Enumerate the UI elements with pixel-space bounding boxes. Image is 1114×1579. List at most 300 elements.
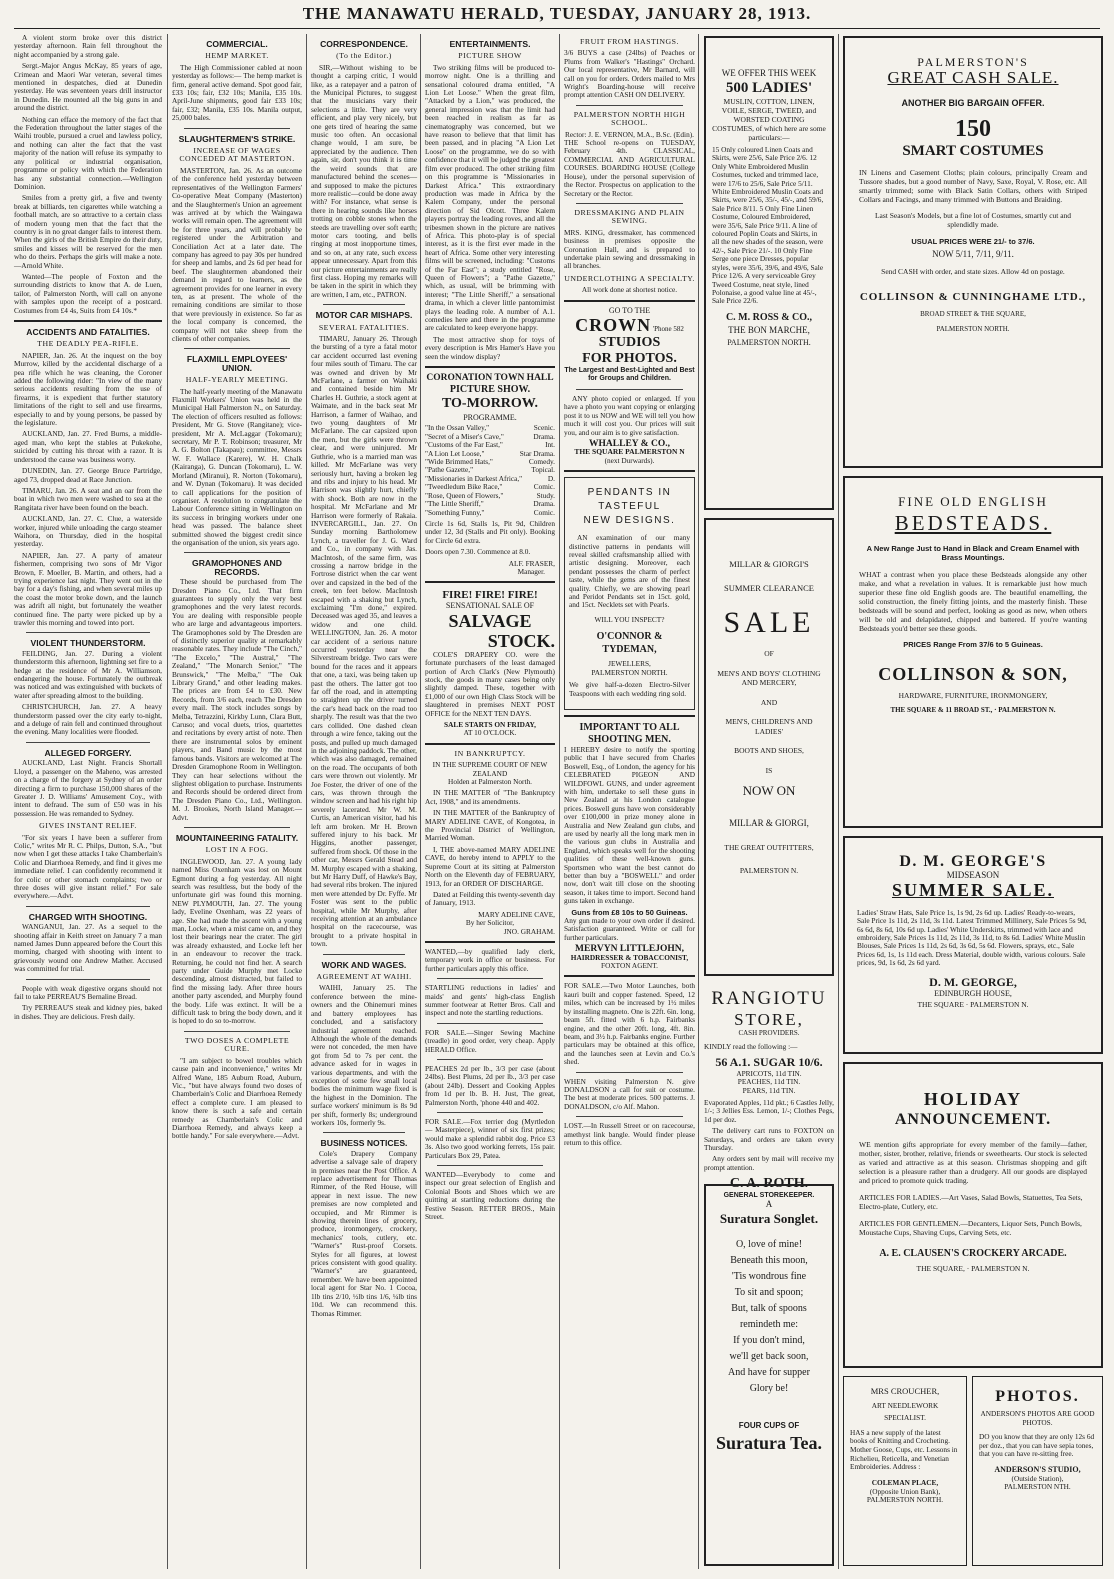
article-napier-2: NAPIER, Jan. 27. A party of amateur fishermen, comprising two sons of Mr Vigor Brown, F. Moeller, B. Martin, and others, had a trying experience last night. They went out in the bay for a day's fishing, and when several miles up the coast the motor broke down, and the launch was adrift all night, but fortunately the weather continued fine. The party were picked up by a trawler this morning and towed into port.	[14, 550, 162, 627]
article-auckland: AUCKLAND, Jan. 27. Fred Burns, a middle-aged man, who kept the stables at Pukekohe, suicided by cutting his throat with a razor. It is understood the cause was business worry.	[14, 429, 162, 464]
offer-1: WE OFFER THIS WEEK	[721, 68, 817, 78]
is: IS	[765, 765, 773, 775]
singer: FOR SALE.—Singer Sewing Machine (treadle) in good order, very cheap. Apply HERALD Office.	[425, 1027, 555, 1054]
crown-title: CROWN	[575, 314, 652, 335]
subhead-half-yearly: HALF-YEARLY MEETING.	[185, 375, 289, 385]
headline-shooting: CHARGED WITH SHOOTING.	[28, 911, 148, 922]
apricots: APRICOTS, 11d TIN.	[736, 1068, 802, 1078]
article-slaughtermen: MASTERTON, Jan. 26. As an outcome of the conference held yesterday between representatives of the Wellington Farmers' Co-operative Meat Company (Masterton) and the Slaughtermen's Union an agreement was arrived at by which the Waingawa works will remain open. The agreement will be for three years, and will probably be registered under the Arbitration and Conciliation Act at a later date. The company has agreed to pay 30s per hundred for sheep and lambs, and 2s 6d per head for beef. The slaughtermen abandoned their demand in regard to learners, as the agreement provides for one learner in every ten, as at present. The whole of the remaining conditions are similar to those that were previously in existence. So far as the local company is concerned, the company will not take sheep from the clients of other companies.	[172, 165, 302, 343]
rector: Rector: J. E. VERNON, M.A., B.Sc. (Edin).	[565, 129, 694, 139]
offer-items: 15 Only coloured Linen Coats and Skirts, were 25/6, Sale Price 2/6. 12 Only White Embroidered Muslin Costumes, tucked and trimmed lace, were 17/6 to 25/6, Sale Price 5/11. White Embroidered Muslin Coats and Skirts, were 25/6, 35/-, 45/-, and 59/6, Sale Price 8/11. 5 Only Fine Linen Costume, Coloured Embroidered, were 35/6, Sale Price 9/11. A line of coloured Poplin Coats and Skirts, in all the new shades of the season, were 42/-, Sale Price 21/-. 10 Only Fine Serge one piece Dresses, popular styles, were 35/6, 39/6, and 49/6, Sale Price 12/6. A very serviceable Grey Tweed Costume, neat style, lined Polonaise, a good value line at 45/-, Sale Price 22/6.	[712, 145, 824, 306]
article-tailor: Wanted—The people of Foxton and the surrounding districts to know that A. de Luen, tailor, of Palmerston North, will call on anyone with samples upon the receipt of a postcard. Costumes from £4 4s, Suits from £4 10s.*	[14, 271, 162, 315]
lost: LOST.—In Russell Street or on racecourse, amethyst link bangle. Would finder please return to this office.	[564, 1121, 695, 1147]
smart-costumes: SMART COSTUMES	[902, 143, 1044, 159]
bankruptcy-solicitor: By her Solicitor,	[465, 918, 515, 928]
article-timaru: TIMARU, Jan. 26. A seat and an oar from the boat in which two men were washed to sea at the Rangitata river have been found on the beach.	[14, 485, 162, 512]
pendants-1: PENDANTS IN	[587, 487, 672, 499]
bankruptcy-dated: Dated at Feilding this twenty-seventh day of January, 1913.	[425, 889, 555, 908]
george-square: THE SQUARE · PALMERSTON N.	[917, 1000, 1029, 1010]
verse-line: we'll get back soon,	[729, 1351, 809, 1362]
boots: BOOTS AND SHOES,	[734, 746, 804, 755]
children: MEN'S, CHILDREN'S AND LADIES'	[725, 717, 813, 736]
clausen: A. E. CLAUSEN'S CROCKERY ARCADE.	[879, 1247, 1067, 1259]
article-waihi: WAIHI, January 25. The conference between the mine-owners and the Ohinemuri mines and battery employees has concluded, and a satisfactory industrial agreement reached. Although the whole of the demands were not conceded, the men have got from 5d to 7s per cent. the advance asked for in wages in various departments, and with the exception of some few small local bodies the minimum wage fixed is the highest in the Dominion. The surface workers' minimum is 8s 9d per shift, formerly 8s; underground workers 10s, formerly 9s.	[311, 983, 417, 1127]
ad-rangiotu	[704, 984, 834, 1200]
croucher: MRS CROUCHER,	[870, 1386, 940, 1396]
divider	[14, 320, 162, 322]
ross-pn: PALMERSTON NORTH.	[727, 337, 811, 347]
broad-street: BROAD STREET & THE SQUARE,	[920, 309, 1026, 318]
costume-text: IN Linens and Casement Cloths; plain colours, principally Cream and Tussore shades, but a good number of Navy, Saxe, Royal, V. Rose, etc. All smartly trimmed; some with Black Satin Collars, others with Striped Collars and Facings, and many trimmed with Buttons and Braiding.	[859, 167, 1087, 204]
of: OF	[764, 649, 774, 658]
verse-line: And have for supper	[728, 1367, 810, 1378]
headline-work: WORK AND WAGES.	[321, 959, 407, 970]
programme-genre: Scenic.	[533, 423, 555, 433]
salvage-title: SALVAGE	[448, 610, 532, 631]
divider	[425, 366, 555, 368]
subhead-fatalities: SEVERAL FATALITIES.	[318, 322, 410, 332]
headline-accidents: ACCIDENTS AND FATALITIES.	[26, 327, 150, 337]
george-title: D. M. GEORGE'S	[899, 853, 1047, 870]
headline-flaxmill: FLAXMILL EMPLOYEES' UNION.	[186, 354, 288, 373]
headline-slaughtermen: SLAUGHTERMEN'S STRIKE.	[178, 133, 296, 144]
great-cash-title: GREAT CASH SALE.	[887, 68, 1059, 87]
launches: FOR SALE.—Two Motor Launches, both kauri built and copper fastened. Speed, 12 miles, which can be increased by 1½ miles by installing magneto. One is 22ft. 6in. long, beam 5ft. fitted with 6 h.p. Fairbanks engine, and the other 20ft. long, 4ft. 8in. beam, and 3½ h.p. Fairbanks engine. Further particulars may be obtained at this office, and the launches seen at Levin and Co.'s shed.	[564, 981, 695, 1067]
article-forgery: AUCKLAND, Last Night. Francis Shortall Lloyd, a passenger on the Maheno, was arrested on a charge of the forgery at Sydney of an order directing a firm to purchase 150,000 shares of the Greater J. D. Williams' Amusement Coy., with intent to defraud. The sum of £50 was in his possession. He was remanded to Sydney.	[14, 758, 162, 818]
ad-pendants	[564, 477, 695, 710]
now-on: NOW ON	[742, 783, 796, 798]
mens: MEN'S AND BOYS' CLOTHING AND MERCERY,	[717, 668, 821, 687]
verse-line: If you don't mind,	[733, 1335, 805, 1346]
divider	[576, 203, 683, 204]
subhead-waihi: AGREEMENT AT WAIHI.	[316, 972, 412, 982]
announcement: ANNOUNCEMENT.	[894, 1111, 1052, 1128]
article-smiles: Smiles from a pretty girl, a five and twenty break at billiards, ten cigarettes while watching a football match, are so attractive to a certain class of modern young men that the fact that the country is in no great danger fails to interest them. When the girls of the British Empire do their duty, smiles and kisses will be reserved for the men who do theirs. Perhaps the girls will make a note.—Arnold White.	[14, 193, 162, 270]
store: STORE,	[734, 1010, 804, 1029]
divider	[425, 581, 555, 583]
under-title: UNDERCLOTHING A SPECIALTY.	[564, 273, 695, 283]
clausen-address: THE SQUARE, · PALMERSTON N.	[916, 1263, 1030, 1273]
divider	[437, 1059, 543, 1060]
headline-motor: MOTOR CAR MISHAPS.	[315, 310, 413, 321]
startling: STARTLING reductions in ladies' and maids' and gents' high-class English summer footwear at Retter Bros. Call and inspect and note the startling reductions.	[425, 983, 555, 1018]
whalley: WHALLEY & CO.,	[589, 439, 670, 449]
programme-genre: Drama.	[533, 499, 555, 509]
programme-genre: Comic.	[533, 507, 555, 517]
divider	[437, 1023, 543, 1024]
ad-croucher	[843, 1376, 967, 1566]
column-rule	[838, 34, 839, 1569]
verse-line: But, talk of spoons	[731, 1303, 807, 1314]
article-relief: "For six years I have been a sufferer from Colic," writes Mr R. C. Philps, Dutton, S.A., "but now when I get these attacks I take Chamberlain's Colic and Diarrhoea Remedy, and find it gives me immediate relief. I can confidently recommend it for colic or other stomach complaints; two or three doses will give instant relief." For sale everywhere.—Advt.	[14, 832, 162, 901]
fruit-title: FRUIT FROM HASTINGS.	[580, 37, 679, 46]
article-hamer: The most attractive shop for toys of every description is Mrs Hamer's Have you seen the window display?	[425, 334, 555, 361]
headline-mountaineering: MOUNTAINEERING FATALITY.	[175, 832, 299, 843]
ross: C. M. ROSS & CO.,	[725, 311, 813, 323]
bedsteads-title: BEDSTEADS.	[894, 511, 1052, 535]
cash-providers: CASH PROVIDERS.	[738, 1029, 800, 1037]
article-feilding: FEILDING, Jan. 27. During a violent thunderstorm this afternoon, lightning set fire to a hedge at the residence of Mr A. Williamson, endangering the house. Fortunately the outbreak was noticed and was extinguished with buckets of water after spreading almost to the building.	[14, 648, 162, 700]
wanted-clerk: WANTED,—by qualified lady clerk, temporary work in office or business. For further particulars apply this office.	[425, 946, 555, 973]
bankruptcy-title: IN BANKRUPTCY.	[454, 748, 526, 758]
headline-commercial: COMMERCIAL.	[206, 39, 268, 49]
collinson-son: COLLINSON & SON,	[878, 664, 1068, 684]
pendants-2: TASTEFUL	[598, 501, 661, 513]
programme-genre: Comic.	[533, 482, 555, 492]
ad-millar	[704, 518, 834, 976]
hairdresser: HAIRDRESSER & TOBACCONIST,	[570, 952, 689, 962]
dm-george: D. M. GEORGE,	[929, 974, 1017, 989]
ladies-articles: ARTICLES FOR LADIES.—Art Vases, Salad Bowls, Statuettes, Tea Sets, Electro-plate, Cutlery, etc.	[859, 1193, 1083, 1211]
suratura-tea: Suratura Tea.	[715, 1433, 823, 1453]
article-business: Cole's Drapery Company advertise a salvage sale of drapery in premises near the Post Office. A replace advertisement for Thomas Rimmer, of the Red House, will appear in next issue. The new premises are now completed and occupied, and Mr Rimmer is showing therein lines of grocery, produce, ironmongery, crockery, mechanics' tools, cutlery, etc. "Warner's" Rust-proof Corsets. Styles for all figures, at lowest prices consistent with good quality. "Warner's" are guaranteed, remember. We have been appointed local agent for Star No. 1 Cocoa, 1lb tins 2/10, ½lb tins 1/6, ¼lb tins 10d. We can recommend this. Thomas Rimmer.	[311, 1148, 417, 1318]
bon-marche: THE BON MARCHE,	[728, 325, 810, 336]
send-cash: Send CASH with order, and state sizes. Allow 4d on postage.	[881, 266, 1065, 276]
divider	[323, 954, 405, 955]
specialist: SPECIALIST.	[884, 1413, 926, 1423]
ad-ross	[704, 36, 834, 510]
divider	[425, 941, 555, 943]
subhead-fog: LOST IN A FOG.	[205, 845, 269, 855]
storekeeper: GENERAL STOREKEEPER.	[723, 1192, 815, 1200]
programme-genre: Star Drama.	[519, 448, 555, 458]
any-gun: Any gun made to your own order if desired. Satisfaction guaranteed. Write or call for further particulars.	[564, 916, 695, 942]
another: ANOTHER BIG BARGAIN OFFER.	[901, 98, 1045, 108]
summer-clearance: SUMMER CLEARANCE	[724, 582, 814, 593]
divider	[576, 1116, 683, 1117]
oconnor: O'CONNOR &	[596, 631, 663, 643]
kindly: KINDLY read the following :—	[704, 1042, 798, 1052]
programme-film: "Something Funny,"	[425, 507, 485, 517]
divider	[564, 470, 695, 472]
needlework: ART NEEDLEWORK	[871, 1400, 939, 1410]
divider	[425, 743, 555, 745]
divider	[26, 632, 150, 633]
article-flaxmill: The half-yearly meeting of the Manawatu Flaxmill Workers' Union was held in the Municipal Hall Palmerston N., on Saturday. The election of officers resulted as follows: President, Mr G. Stove (Rangitane); vice-president, Mr A. McLaggar (Tokomaru); secretary, Mr P. T. Robinson; treasurer, Mr A. G. Bolton (Takapau); committee, Messrs W. F. Wallace (Karere), W. H. Chalk (Kairanga), G. Duncan (Tokomaru), L. W. Morland (Miranui), R. Norton (Tokomaru), and W. Dynan (Tokomaru). It was decided to call applications for the position of organiser. A resolution to congratulate the Labour Conference sitting in Wellington on its success in bringing workers under one head was passed. The balance sheet submitted showed the biggest credit since the organisation of the union, six years ago.	[172, 386, 302, 547]
ad-crown	[564, 307, 695, 466]
pears: PEARS, 11d TIN.	[742, 1085, 796, 1095]
programme-list	[425, 424, 555, 516]
offer-2: 500 LADIES'	[725, 80, 813, 96]
foxton: FOXTON AGENT.	[601, 961, 658, 971]
palmerstons: PALMERSTON'S	[917, 55, 1029, 69]
sugar: 56 A.1. SUGAR 10/6.	[715, 1054, 823, 1069]
croucher-pn: PALMERSTON NORTH.	[866, 1495, 944, 1505]
bedsteads-text: WHAT a contrast when you place these Bedsteads alongside any other make, and what a revelation in values. It is remarkable just how much superior these fine old English goods are. The beautiful enamelling, the solid construction, the finely fitting joints, and the masterly finish. These bedsteads will be sound and perfect, looking as good as new, when others will be old and delapidated, chipped and battered. If you're wanting Bedsteads you'd better see these goods.	[859, 569, 1087, 633]
and: AND	[760, 697, 778, 707]
anderson-text: DO you know that they are only 12s 6d per doz., that you can have sepia tones, that you can have re-sitting free.	[979, 1432, 1095, 1459]
sale-title: SALE	[723, 606, 815, 639]
salvage-sub: SENSATIONAL SALE OF	[445, 601, 535, 611]
programme-genre: Int.	[545, 440, 555, 450]
programme-film: "Missionaries in Darkest Africa,"	[425, 473, 523, 483]
ad-suratura	[704, 1184, 834, 1566]
ad-george	[843, 836, 1103, 1054]
four-cups: FOUR CUPS OF	[738, 1421, 800, 1430]
court-2: Holden at Palmerston North.	[448, 777, 532, 787]
bankruptcy-mary: MARY ADELINE CAVE,	[478, 909, 555, 919]
bankruptcy-1: IN THE MATTER of "The Bankruptcy Act, 1908," and its amendments.	[425, 788, 555, 806]
programme-film: "Wide Brimmed Hats,"	[425, 457, 493, 467]
divider	[437, 978, 543, 979]
article-motor: TIMARU, January 26. Through the bursting of a tyre a fatal motor car accident occurred last evening four miles south of Timaru. The car was owned and driven by Mr McFarlane, a farmer on Waihaki and contained beside him Mr Charles H. Guthrie, a stock agent at Waimate, and in the back seat Mr Harrison, a farmer of Waihao, and two young daughters of Mr McFarlane. The car capsized upon the men, but the girls were thrown clear, and were uninjured. Mr Guthrie, who is a married man was killed. Mr McFarlane was very seriously hurt, having a broken leg and ribs and injury to his head. Mr Harrison was slightly hurt, chiefly with shock. Both are now in the hospital. Mr McFarlane and Mr Harrison were formerly of Rakaia. INVERCARGILL, Jan. 27. On Sunday morning Bartholomew Lynch, a traveller for J. G. Ward and Co., in company with Jas. MacIntosh, of the same firm, was crossing a narrow bridge in the Fortrose district when the car went over and capsized in the bed of the creek, ten feet below. MacIntosh escaped with a shaking but Lynch, exclaiming "I'm done," expired. Deceased was aged 35, and leaves a widow and one child. WELLINGTON, Jan. 26. A motor car accident of a serious nature occurred yesterday near the Silverstream bridge. Two cars were bound for the races and it appears that one, a taxi, was being taken up past the others. The latter got too far off the road, and in attempting to straighten up the driver turned the car's head back on the road too sharply. The result was that the two cars collided. One dashed clean through a wire fence, taking out the posts, and pulled up much damaged in the adjoining paddock. The other, which was also damaged, remained on the road. The occupants of both cars were thrown out violently. Mr Joe Foster, the driver of one of the cars, was thrown through the window screen and had his right hip severely lacerated. Mr W. M. Curtis, an American visitor, had his left arm broken. Mr H. Brown suffered injury to his back. Mr Higgins, another passenger, suffered from shock. Of those in the other car, Messrs Gerald Stead and M. Murphy escaped with a shaking, but Mr Harry Duff, of Hawke's Bay, had several ribs broken. The injured men were attended by Dr. Fyffe. Mr Foster was sent to the public hospital, while Mr Murphy, after receiving attention at an ambulance hospital on the racecourse, was brought to a private hospital in town.	[311, 334, 417, 949]
doors: Doors open 7.30. Commence at 8.0.	[425, 547, 531, 557]
anderson-studio: ANDERSON'S STUDIO,	[994, 1465, 1081, 1475]
delivery: The delivery cart runs to FOXTON on Saturdays, and orders are taken every Thursday.	[704, 1126, 834, 1153]
court: IN THE SUPREME COURT OF NEW ZEALAND	[432, 760, 548, 778]
fire-title: FIRE! FIRE! FIRE!	[442, 589, 538, 602]
column-rule	[420, 34, 421, 1569]
article-letter: SIR,—Without wishing to be thought a carping critic, I would like, as a ratepayer and a patron of the Municipal Pictures, to suggest that the musicians vary their selections a little. They are very efficient, and play very nicely, but one gets tired of hearing the same music too often. An occasional change would, I am sure, be appreciated by the audience. Then again, sir, don't you think it is time the weird sounds that are manufactured behind the scenes—and supposed to make the pictures more realistic—could be done away with? For instance, what sense is there in hearing sounds like horses trotting on cobble stones when the steeds are travelling over soft earth; motor cars tooting, and bells ringing at most inopportune times, and so on, at any rate, such excess appear unnecessary. Apart from this our picture entertainments are really first class. Hoping my remarks will be taken in the spirit in which they are written, I am, etc., PATRON.	[311, 62, 417, 299]
divider	[184, 128, 290, 129]
for-photos: FOR PHOTOS.	[582, 350, 677, 366]
subhead-relief: GIVES INSTANT RELIEF.	[39, 821, 137, 831]
column-3	[311, 34, 417, 1569]
anderson-pn: PALMERSTON NTH.	[1004, 1482, 1071, 1492]
article-federation: Nothing can efface the memory of the fact that the Federation throughout the latter stages of the Waihi trouble, pursued a cruel and lawless policy, and nothing can alter the fact that the vast majority of the nation will refuse its sympathy to any political or industrial organisation, programme or policy with which the Federation has any substantial connection.—Wellington Dominion.	[14, 114, 162, 191]
subhead-picture-show: PICTURE SHOW	[458, 51, 522, 61]
divider	[323, 1132, 405, 1133]
now-prices: NOW 5/11, 7/11, 9/11.	[932, 248, 1014, 259]
inspect: WILL YOU INSPECT?	[594, 614, 665, 624]
opposite: (Opposite Union Bank),	[869, 1486, 941, 1496]
wanted-everybody: WANTED—Everybody to come and inspect our great selection of English and Colonial Boots and Shoes which we are quitting at startling reductions during the Festive Season. RETTER BROS., Main Street.	[425, 1170, 555, 1222]
divider	[26, 979, 150, 980]
tomorrow-title: TO-MORROW.	[441, 396, 539, 412]
bed-prices: PRICES Range From 37/6 to 5 Guineas.	[903, 640, 1043, 649]
mail: Any orders sent by mail will receive my prompt attention.	[704, 1154, 834, 1172]
fine-old-english: FINE OLD ENGLISH	[898, 494, 1048, 509]
column-4	[425, 34, 555, 1569]
new-range: A New Range Just to Hand in Black and Cream Enamel with Brass Mountings.	[866, 544, 1080, 562]
divider	[576, 1072, 683, 1073]
collinson-cunninghame: COLLINSON & CUNNINGHAME LTD.,	[859, 290, 1087, 303]
pn: PALMERSTON NORTH.	[591, 667, 668, 677]
masthead-rule	[14, 28, 1100, 29]
outfitters: THE GREAT OUTFITTERS,	[724, 842, 814, 852]
dress-title: DRESSMAKING AND PLAIN SEWING.	[574, 207, 685, 226]
headline-forgery: ALLEGED FORGERY.	[44, 747, 132, 758]
programme-film: "In the Ossan Valley,"	[425, 423, 490, 433]
column-2	[172, 34, 302, 1569]
a: A	[765, 1199, 773, 1209]
fraser: ALF. FRASER,	[508, 558, 555, 568]
crown-phone: 'Phone 582	[652, 324, 684, 333]
cash-pn: PALMERSTON NORTH.	[936, 324, 1010, 333]
ad-anderson	[972, 1376, 1103, 1566]
studios: STUDIOS	[598, 334, 661, 350]
mervyn: MERVYN LITTLEJOHN,	[575, 944, 684, 955]
millar-pn: PALMERSTON N.	[739, 866, 799, 875]
programme-item	[425, 509, 555, 517]
verse-line: Beneath this moon,	[730, 1255, 808, 1266]
rangiotu: RANGIOTU	[711, 988, 827, 1009]
ad-salvage	[425, 588, 555, 737]
article-mountaineering: INGLEWOOD, Jan. 27. A young lady named Miss Oxenham was lost on Mount Egmont during a fog yesterday. All night search was resultless, but the body of the unfortunate girl was found this morning. NEW PLYMOUTH, Jan. 27. The young lady, Eveline Oxenham, was 22 years of age. She had made the ascent with a young man, Locke, when a mist came on, and they lost their bearings near the crater. The girl was already exhausted, and Locke left her in an endeavour to recover the track. Returning, he could not find her. A search party under Guide Murphy met Locke descending, almost distracted, but failed to find the missing lady. After three hours another party ascended, and Murphy found the body. Life was extinct. It will be a difficult task to bring the body down, and it is hoped to do so to-morrow.	[172, 856, 302, 1026]
offer-3: MUSLIN, COTTON, LINEN, VOILE, SERGE, TWEED, and WORSTED COATING COSTUMES, of which here are some particulars:—	[712, 97, 826, 142]
summer-sale: SUMMER SALE.	[891, 880, 1054, 901]
ad-holiday	[843, 1062, 1103, 1368]
peaches: PEACHES 2d per lb., 3/3 per case (about 24lbs). Best Plums, 2d per lb., 3/3 per case (about 24lb). Dessert and Cooking Apples from 1d per lb. B. H. Just, The great, Palmerston North, 'phone 440 and 402.	[425, 1064, 555, 1107]
column-rule	[167, 34, 168, 1569]
visiting: WHEN visiting Palmerston N. give DONALDSON a call for suit or costume. The best at moderate prices. 500 patterns. J. DONALDSON, c/o Alf. Mahon.	[564, 1076, 695, 1111]
all-work: All work done at shortest notice.	[581, 285, 678, 295]
school-title: PALMERSTON NORTH HIGH SCHOOL.	[573, 109, 686, 128]
divider	[564, 715, 695, 717]
guns: Guns from £8 10s to 50 Guineas.	[571, 907, 688, 917]
bankruptcy-2: IN THE MATTER of the Bankruptcy of MARY ADELINE CAVE, of Kongotea, in the Provincial District of Wellington, Married Woman.	[425, 808, 555, 843]
divider	[437, 1165, 543, 1166]
article-shooting: WANGANUI, Jan. 27. As a sequel to the shooting affair in Keith street on January 7 a man named James Dunn appeared before the Court this morning, charged with shooting with intent to grievously wound one Andrew Mather. Accused was committed for trial.	[14, 922, 162, 974]
jewellers: JEWELLERS,	[608, 659, 651, 669]
manager: Manager.	[517, 566, 545, 576]
subhead-wages: INCREASE OF WAGES CONCEDED AT MASTERTON.	[179, 146, 295, 164]
pendants-3: NEW DESIGNS.	[583, 515, 676, 527]
evaporated: Evaporated Apples, 11d pkt.; 6 Castles Jelly, 1/-; 3 Jellies Ess. Lemon, 1/-; Clothes Pegs, 1d per doz.	[704, 1098, 834, 1124]
n150: 150	[955, 116, 991, 142]
headline-entertainments: ENTERTAINMENTS.	[449, 39, 531, 49]
square: THE SQUARE PALMERSTON N	[574, 447, 685, 457]
article-mckay: Sergt.-Major Angus McKay, 85 years of age, Crimean and Maori War veteran, several times mentioned in despatches, died at Dunedin yesterday. He was seventeen years drill instructor in Dunedin. He mounted all the big guns in and around the district.	[14, 61, 162, 113]
subhead-cure: TWO DOSES A COMPLETE CURE.	[184, 1035, 290, 1054]
largest: The Largest and Best-Lighted and Best for Groups and Children.	[564, 366, 695, 383]
pendants-text: AN examination of our many distinctive patterns in pendants will reveal skilled craftsmanship allied with artistic designing. Moreover, each pendant possesses the charm of perfect taste, while the gems are of the finest quality. Chiefly, we are showing pearl and Peridot Pendants set in 15ct. gold, and 15ct. Necklets set with Pearls.	[569, 533, 690, 610]
usual-prices: USUAL PRICES WERE 21/- to 37/6.	[911, 236, 1035, 246]
article-hemp: The High Commissioner cabled at noon yesterday as follows:— The hemp market is firm, general active demand. Spot good fair, £33 10s; fair, £32 10s; Manila, £35 10s. April-June shipments, good fair £33 10s; fair, £32; Manila, £35 10s. Manila output, 25,000 bales.	[172, 62, 302, 123]
photos-title: PHOTOS.	[995, 1388, 1080, 1405]
programme-genre: Drama.	[533, 431, 555, 441]
programme-film: "Secret of a Miser's Cave,"	[425, 431, 504, 441]
spoons: We give half-a-dozen Electro-Silver Teaspoons with each wedding ring sold.	[569, 680, 690, 698]
holiday: HOLIDAY	[923, 1089, 1023, 1109]
divider	[437, 1112, 543, 1113]
headline-gramophones: GRAMOPHONES AND RECORDS.	[192, 558, 282, 577]
divider	[184, 348, 290, 349]
bankruptcy-3: I, THE above-named MARY ADELINE CAVE, do hereby intend to APPLY to the Supreme Court at its sitting at Palmerston North on the Eleventh day of FEBRUARY, 1913, for an ORDER OF DISCHARGE.	[425, 844, 555, 888]
article-christchurch: CHRISTCHURCH, Jan. 27. A heavy thunderstorm passed over the city early to-night, and a deluge of rain fell and continued throughout the evening. Many localities were flooded.	[14, 702, 162, 737]
stock-title: STOCK.	[487, 630, 555, 651]
dress: MRS. KING, dressmaker, has commenced business in premises opposite the Coronation Hall, and is prepared to undertake plain sewing and dressmaking in all branches.	[564, 227, 695, 271]
peaches: PEACHES, 11d TIN.	[737, 1077, 801, 1087]
subhead-editor: (To the Editor.)	[336, 51, 392, 61]
divider	[576, 389, 683, 390]
millar-giorgi: MILLAR & GIORGI,	[729, 818, 809, 828]
terrier: FOR SALE.—Fox terrier dog (Myrtledon — Masterpiece), winner of six first prizes; would make a splendid rabbit dog. Price £3 3s. Also two good working ferrets, 15s pair. Particulars Box 29, Patea.	[425, 1117, 555, 1160]
divider	[323, 304, 405, 305]
bankruptcy-graham: JNO. GRAHAM.	[503, 926, 555, 936]
sale-starts: SALE STARTS ON FRIDAY,	[444, 720, 536, 729]
article-gramophones: These should be purchased from The Dresden Piano Co., Ltd. That firm guarantees to supply only the very best gramophones and the very latest records. You are dealing with responsible people who are large and advantageous importers. The Gramophones sold by The Dresden are of distinctly superior quality at remarkably reasonable rates. They include "The Cinch," "The Excelo," "The Austral," "The Zealand," "The Monarch Senior," "The Brunswick," "The Melba," "The Oak Library Grand," and other leading makes. The prices are from £4 to £30. New Records, from 3/6 each, reach The Dresden every mail. The stock includes songs by Melba, Tetrazzini, Kirkby Lunn, Clara Butt, Caruso; and vocal duets, trios, quartettes and recitations by every artist of note. Then there are instrumental solos by eminent players, and Band music by the most famous bands. Visitors are welcomed at The Dresden Gramophone Room in Wellington. They can hear selections without the slightest obligation to purchase. Instruments and Records should be ordered direct from The Dresden Piano Co., Ltd., Wellington. M. J. Brookes, North Island Manager.—Advt.	[172, 577, 302, 822]
picture-show-title: PICTURE SHOW.	[449, 384, 531, 396]
article-entertainments: Two striking films will be produced to-morrow night. One is a thrilling and sensational coloured drama entitled, "A Lion Let Loose." When the great film, "Attacked by a Lion," was produced, the general impression was that the limit had been reached in realism as far as cinematography was concerned, but we have reason to believe that that limit has been passed, and in placing "A Lion Let Loose" on the programme, we do so with confidence that it will be judged the greatest film ever produced. The other striking film on this programme is "Missionaries in Darkest Africa." This extraordinary production was made in Africa by the Kalem Company, under the personal direction of Sid Olcott. Three Kalem players portray the leading roves, and all the tribesmen shown in the picture are natives of Africa. This photo-play is of special interest, as it is the first ever made in the heart of Africa. Some other very interesting films will be screened, including: "Customs of the Far East"; a study entitled "Rose, Queen of Flowers"; a "Pathe Gazette," which, as usual, will be brimming with interest; "The Little Sheriff," a sensational drama, in which a clever little pantomimist plays the leading role. A number of A.1. comedies here and there in the programme are calculated to keep everyone happy.	[425, 62, 555, 333]
important-title: IMPORTANT TO ALL SHOOTING MEN.	[579, 721, 680, 745]
divider	[564, 300, 695, 302]
verse-line: O, love of mine!	[735, 1239, 803, 1250]
enlarge: ANY photo copied or enlarged. If you have a photo you want copying or enlarging post it to us NOW and WE will tell you how much it will cost you. Our prices will suit you, and our aim is to give satisfaction.	[564, 393, 695, 437]
ad-coronation	[425, 373, 555, 576]
divider	[26, 742, 150, 743]
column-rule	[698, 34, 699, 1569]
article-dunedin: DUNEDIN, Jan. 27. George Bruce Partridge, aged 73, dropped dead at Race Junction.	[14, 466, 162, 484]
divider	[26, 906, 150, 907]
roth: C. A. ROTH.	[729, 1176, 809, 1192]
programme-genre: Comedy.	[528, 457, 555, 467]
tydeman: TYDEMAN,	[602, 644, 657, 656]
article-napier: NAPIER, Jan. 26. At the inquest on the boy Murrow, killed by the accidental discharge of a pea rifle which he was cleaning, the Coroner added the following rider: "In view of the many serious accidents resulting from the use of firearms, it is expedient that further statutory limitations of the right to sell and use firearms, especially to and by young persons, be passed by the legislature.	[14, 350, 162, 428]
go-to: GO TO THE	[608, 305, 651, 315]
programme-genre: D.	[547, 473, 555, 483]
programme-film: "Tweedledum Bike Race,"	[425, 482, 503, 492]
divider	[564, 975, 695, 977]
prices: Circle 1s 6d, Stalls 1s, Pit 9d, Children under 12, 3d (Stalls and Pit only). Booking for Circle 6d extra.	[425, 518, 555, 545]
headline-thunderstorm: VIOLENT THUNDERSTORM.	[30, 638, 146, 649]
programme-film: "A Lion Let Loose,"	[425, 448, 485, 458]
article-digestive: People with weak digestive organs should not fail to take PERREAU'S Bernaline Bread.	[14, 983, 162, 1002]
coles-text: COLE'S DRAPERY CO. were the fortunate purchasers of the least damaged portion of Arch Clark's (New Plymouth) stock, the goods in many cases being only slightly damped. These, together with £1,000 of our own High Class Stock will be slaughtered in premises NEXT POST OFFICE for the NEXT TEN DAYS.	[425, 649, 555, 718]
article-storm: A violent storm broke over this district yesterday afternoon. Rain fell throughout the night accompanied by a strong gale.	[14, 33, 162, 59]
headline-business: BUSINESS NOTICES.	[320, 1138, 408, 1149]
divider	[184, 552, 290, 553]
verse-line: 'Tis wondrous fine	[731, 1271, 807, 1282]
column-5	[564, 34, 695, 1569]
fruit: 3/6 BUYS a case (24lbs) of Peaches or Plums from Walker's "Hastings" Orchard. Our local representative, Mr Barnard, will call on you for orders. Orders mailed to Mrs Wright's Boarding-house will receive prompt attention CASH ON DELIVERY.	[564, 48, 695, 100]
george-items: Ladies' Straw Hats, Sale Price 1s, 1s 9d, 2s 6d up. Ladies' Ready-to-wears, Sale Price 1s 11d, 2s 11d, 3s 11d. Latest Trimmed Millinery, Sale Prices 5s 9d, 6s 6d, 8s 6d, 10s 6d up. Ladies' White Underskirts, trimmed with lace and embroidery, Sale Prices 1s 11d, 2s 11d, 3s 11d, to 8s 6d. Ladies' White Muslin Blouses, Sale Prices 1s 11d, 2s 6d, 3s 6d, 5s 6d. Flowers, sprays, etc., Sale Prices 6d, 1s, 1s 11d each. Dress Material, double width, various colours. Sale prices, 9d, 1s 6d, 2s 6d yard.	[857, 907, 1087, 968]
article-cure: "I am subject to bowel troubles which cause pain and inconvenience," writes Mr Alfred Wane, 185 Auburn Road, Auburn, Vic., "but have always found two doses of Chamberlain's Colic and Diarrhoea Remedy effect a complete cure. I am pleased to know there is such a safe and certain remedy as Chamberlain's Colic and Diarrhoea Remedy, and always keep a bottle handy." For sale everywhere.—Advt.	[172, 1055, 302, 1141]
coronation-title: CORONATION TOWN HALL	[426, 373, 554, 384]
verse-line: To sit and spoon;	[734, 1287, 804, 1298]
millar-title: MILLAR & GIORGI'S	[729, 559, 809, 569]
ad-great-cash	[843, 36, 1103, 468]
holiday-text: WE mention gifts appropriate for every member of the family—father, mother, sister, brother, relative, friends or sweethearts. Our stock is selected as varied and attractive as at this season. Christmas shopping and gift selection is a pleasure rather than a drudgery. All our goods are displayed and priced to promote quick trading.	[859, 1140, 1087, 1185]
divider	[184, 1031, 290, 1032]
programme-film: "Rose, Queen of Flowers,"	[425, 490, 504, 500]
column-1	[14, 34, 162, 1569]
songlet-title: Suratura Songlet.	[719, 1211, 819, 1226]
masthead: THE MANAWATU HERALD, TUESDAY, JANUARY 28, 1913.	[302, 4, 812, 23]
gentlemen-articles: ARTICLES FOR GENTLEMEN.—Decanters, Liquor Sets, Punch Bowls, Moustache Cups, Shaving Cups, Carving Sets, etc.	[859, 1218, 1082, 1237]
verse-line: Glory be!	[749, 1383, 789, 1394]
divider	[184, 827, 290, 828]
next: (next Durwards).	[604, 455, 655, 465]
important-text: I HEREBY desire to notify the sporting public that I have secured from Charles Boswell, Esq., of London, the agency for his CELEBRATED PIGEON AND WILDFOWL GUNS, and under agreement with him, undertake to sell these guns in New Zealand at his London catalogue prices. Boswell guns have won considerably over £100,000 in prize money alone in Australia and New Zealand gun clubs, and are used by nearly all the long mark men in the various gun clubs in Australia and England, which speaks well for the shooting qualities of these well-known guns. Sportsmen who want the best cannot do better than buy a "BOSWELL" and order now, don't wait till close on the shooting season, it takes time to import. Second hand guns taken in exchange.	[564, 744, 695, 906]
coleman: COLEMAN PLACE,	[871, 1478, 939, 1488]
programme-genre: Study.	[536, 490, 555, 500]
ad-bedsteads	[843, 476, 1103, 828]
headline-correspondence: CORRESPONDENCE.	[320, 39, 408, 49]
songlet-verse	[712, 1237, 826, 1397]
programme-genre: Topical.	[531, 465, 555, 475]
school: THE School re-opens on TUESDAY, February 4th. CLASSICAL, COMMERCIAL AND AGRICULTURAL COURSES. BOARDING HOUSE (College House), under the personal supervision of the Rector. Prospectus on application to the Secretary or the Rector.	[564, 138, 695, 198]
article-perreau: Try PERREAU'S steak and kidney pies, baked in dishes. They are delicious. Fresh daily.	[14, 1003, 162, 1021]
bed-square: THE SQUARE & 11 BROAD ST., · PALMERSTON N.	[890, 706, 1056, 714]
programme-title: PROGRAMME.	[463, 413, 517, 423]
verse-line: remindeth me:	[739, 1319, 799, 1330]
hardware: HARDWARE, FURNITURE, IRONMONGERY,	[898, 691, 1048, 700]
divider	[576, 105, 683, 106]
last-season: Last Season's Models, but a fine lot of Costumes, smartly cut and splendidly made.	[874, 211, 1072, 229]
at-oclock: AT 10 O'CLOCK.	[463, 728, 517, 738]
article-auckland-2: AUCKLAND, Jan. 27. C. Clue, a waterside worker, injured while unloading the cargo steamer Waihora, on Thursday, died in the hospital yesterday.	[14, 514, 162, 549]
outside-station: (Outside Station),	[1011, 1473, 1064, 1483]
column-rule	[306, 34, 307, 1569]
subhead-hemp: HEMP MARKET.	[205, 51, 269, 61]
edinburgh: EDINBURGH HOUSE,	[934, 988, 1012, 998]
programme-film: "Customs of the Far East,"	[425, 440, 503, 450]
anderson-good: ANDERSON'S PHOTOS ARE GOOD PHOTOS.	[980, 1409, 1095, 1427]
programme-film: "The Little Sheriff,"	[425, 499, 484, 509]
column-rule	[559, 34, 560, 1569]
midseason: MIDSEASON	[946, 870, 1000, 880]
